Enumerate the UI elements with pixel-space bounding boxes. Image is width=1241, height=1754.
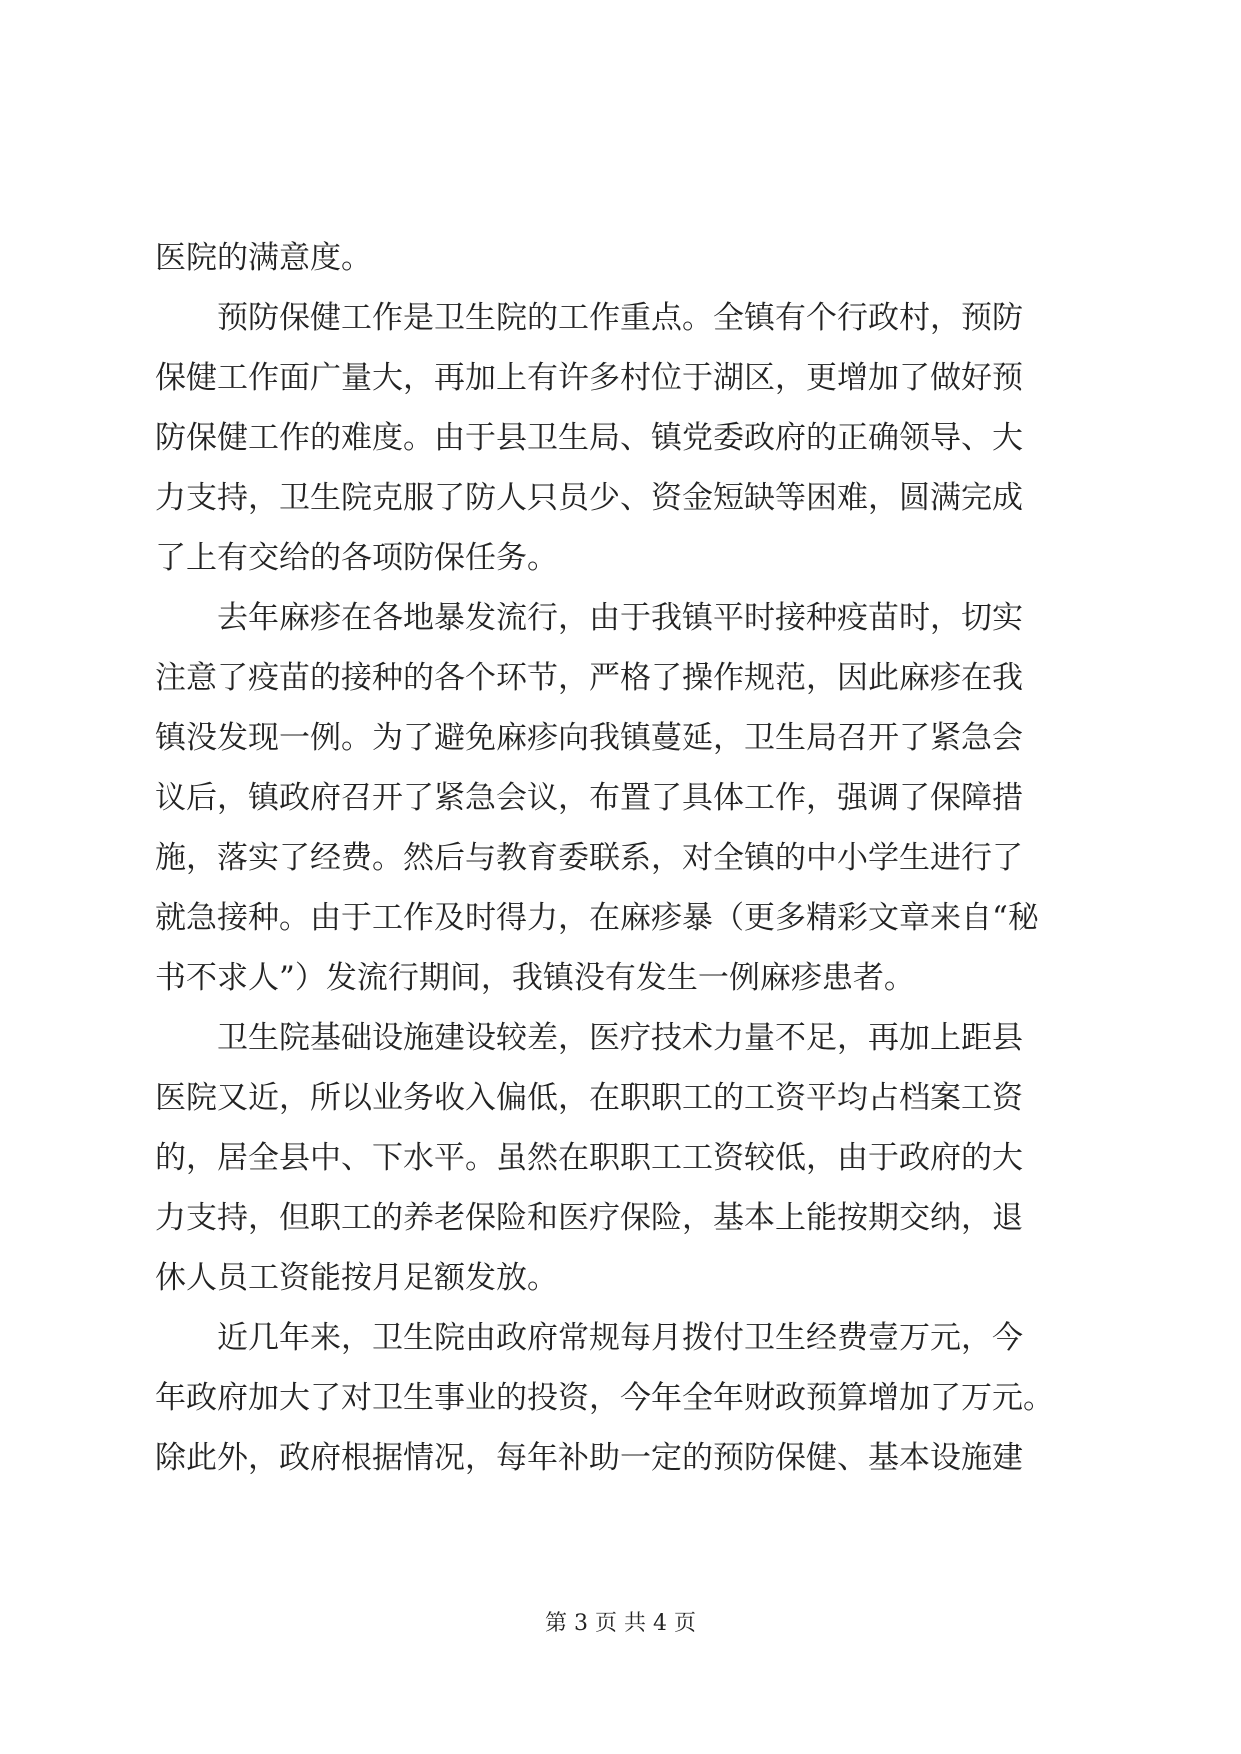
text-line: 书不求人”）发流行期间，我镇没有发生一例麻疹患者。 <box>155 960 915 996</box>
text-line: 医院又近，所以业务收入偏低，在职职工的工资平均占档案工资 <box>155 1080 1023 1116</box>
document-body <box>155 228 1085 1488</box>
text-line: 防保健工作的难度。由于县卫生局、镇党委政府的正确领导、大 <box>155 420 1023 456</box>
page-number-footer: 第 3 页 共 4 页 <box>545 1611 696 1636</box>
text-line: 施，落实了经费。然后与教育委联系，对全镇的中小学生进行了 <box>155 840 1023 876</box>
text-line: 除此外，政府根据情况，每年补助一定的预防保健、基本设施建 <box>155 1440 1023 1476</box>
text-line: 保健工作面广量大，再加上有许多村位于湖区，更增加了做好预 <box>155 360 1023 396</box>
paragraph-start-line: 卫生院基础设施建设较差，医疗技术力量不足，再加上距县 <box>217 1020 1023 1056</box>
text-line: 医院的满意度。 <box>155 240 372 276</box>
paragraph-start-line: 预防保健工作是卫生院的工作重点。全镇有个行政村，预防 <box>217 300 1023 336</box>
text-line: 力支持，但职工的养老保险和医疗保险，基本上能按期交纳，退 <box>155 1200 1023 1236</box>
text-line: 就急接种。由于工作及时得力，在麻疹暴（更多精彩文章来自“秘 <box>155 900 1039 936</box>
text-line: 注意了疫苗的接种的各个环节，严格了操作规范，因此麻疹在我 <box>155 660 1023 696</box>
text-line: 了上有交给的各项防保任务。 <box>155 540 558 576</box>
paragraph-start-line: 去年麻疹在各地暴发流行，由于我镇平时接种疫苗时，切实 <box>217 600 1023 636</box>
text-line: 力支持，卫生院克服了防人只员少、资金短缺等困难，圆满完成 <box>155 480 1023 516</box>
text-line: 的，居全县中、下水平。虽然在职职工工资较低，由于政府的大 <box>155 1140 1023 1176</box>
text-line: 年政府加大了对卫生事业的投资，今年全年财政预算增加了万元。 <box>155 1380 1054 1416</box>
text-line: 休人员工资能按月足额发放。 <box>155 1260 558 1296</box>
paragraph-start-line: 近几年来，卫生院由政府常规每月拨付卫生经费壹万元，今 <box>217 1320 1023 1356</box>
text-line: 议后，镇政府召开了紧急会议，布置了具体工作，强调了保障措 <box>155 780 1023 816</box>
text-line: 镇没发现一例。为了避免麻疹向我镇蔓延，卫生局召开了紧急会 <box>155 720 1023 756</box>
